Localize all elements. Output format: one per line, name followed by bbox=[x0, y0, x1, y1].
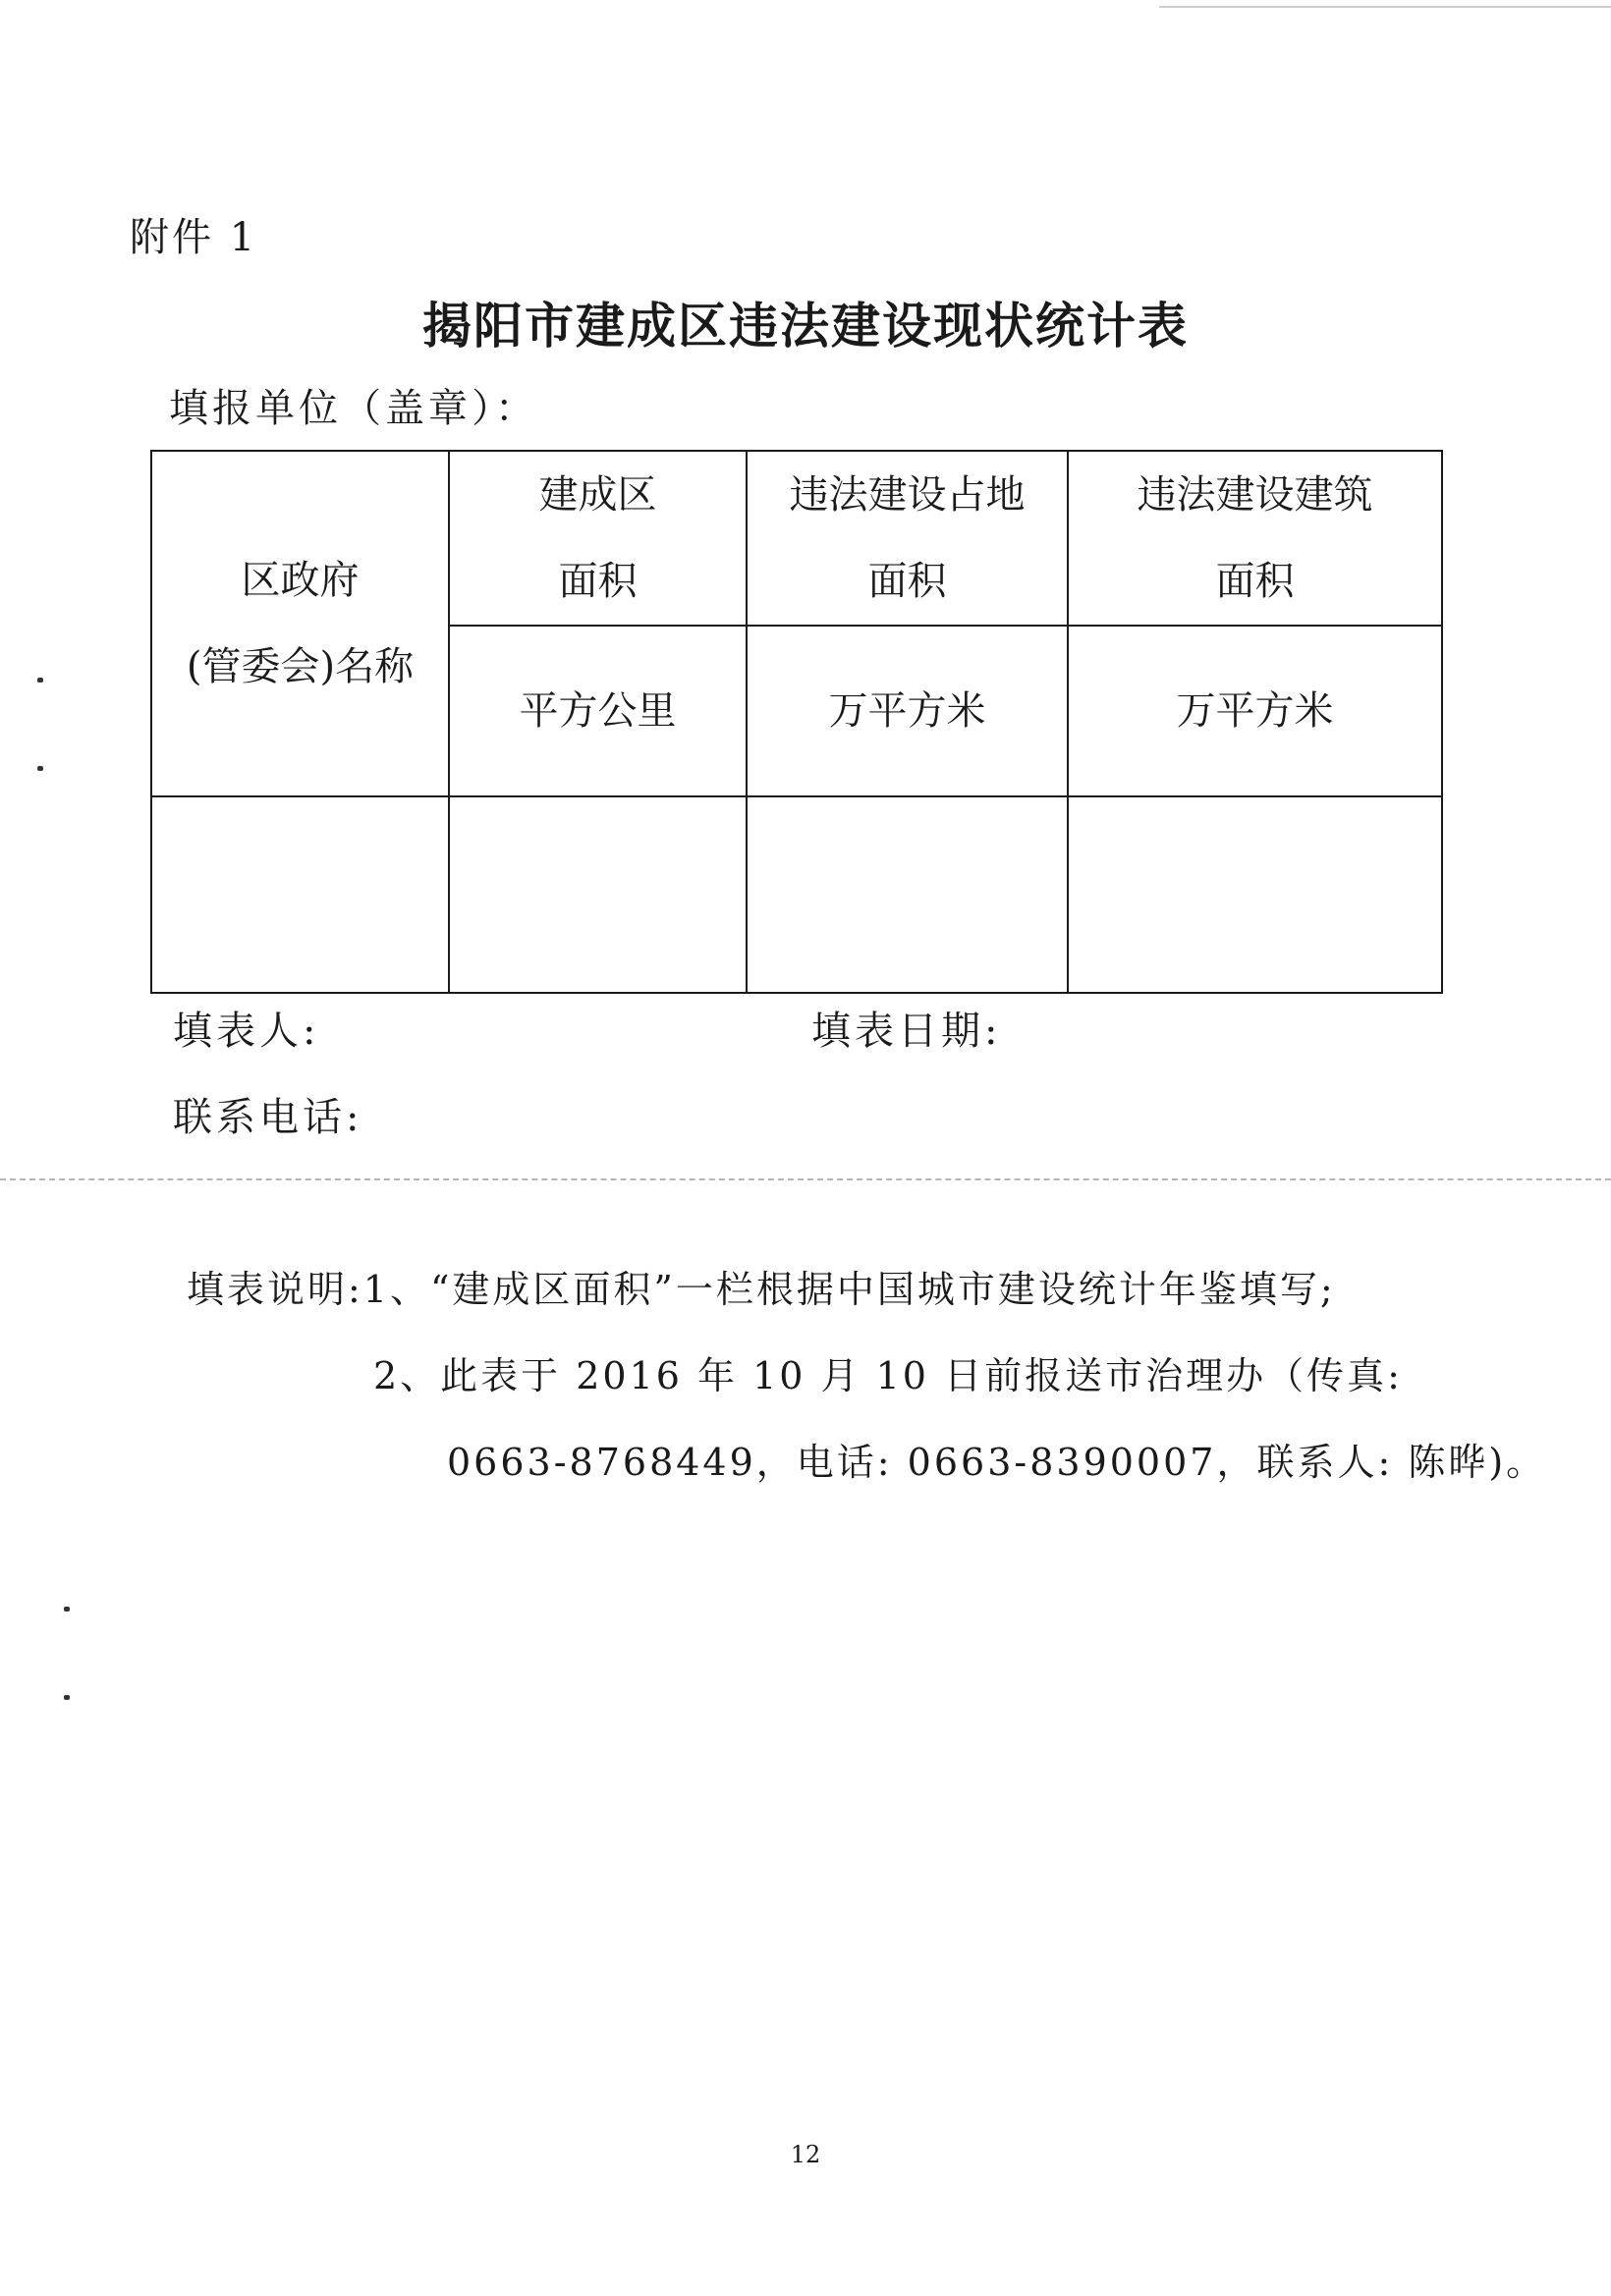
illegal-building-unit: 万平方米 bbox=[1068, 626, 1442, 796]
instruction-line-2: 2、此表于 2016 年 10 月 10 日前报送市治理办（传真: bbox=[373, 1354, 1403, 1397]
table-cell-illegal-land[interactable] bbox=[747, 796, 1068, 993]
table-cell-built-area[interactable] bbox=[449, 796, 747, 993]
filler-label: 填表人: bbox=[173, 1009, 320, 1054]
illegal-building-header-line2: 面积 bbox=[1215, 559, 1295, 604]
scan-artifact-dot bbox=[37, 678, 43, 683]
built-area-header bbox=[449, 451, 747, 626]
scan-artifact-dot bbox=[37, 766, 43, 771]
illegal-building-header-line1: 违法建设建筑 bbox=[1137, 472, 1373, 518]
table-cell-district[interactable] bbox=[151, 796, 449, 993]
scan-artifact-top-line bbox=[1159, 6, 1611, 8]
built-area-header-line2: 面积 bbox=[558, 559, 638, 604]
illegal-land-header-line2: 面积 bbox=[867, 559, 947, 604]
illegal-land-unit: 万平方米 bbox=[747, 626, 1068, 796]
district-header-line2: (管委会)名称 bbox=[186, 644, 415, 689]
attachment-label: 附件 1 bbox=[130, 215, 258, 260]
reporting-unit-label: 填报单位（盖章）： bbox=[169, 386, 538, 431]
illegal-land-header bbox=[747, 451, 1068, 626]
fill-date-label: 填表日期: bbox=[811, 1009, 1002, 1054]
instruction-line-1: 填表说明:1、“建成区面积”一栏根据中国城市建设统计年鉴填写; bbox=[187, 1268, 1336, 1311]
statistics-table bbox=[150, 450, 1443, 994]
scan-artifact-dot bbox=[64, 1607, 70, 1612]
instruction-line-3: 0663-8768449，电话: 0663-8390007，联系人: 陈晔)。 bbox=[447, 1441, 1547, 1484]
built-area-unit: 平方公里 bbox=[449, 626, 747, 796]
table-row bbox=[151, 796, 1442, 993]
scan-artifact-divider-line bbox=[0, 1178, 1611, 1180]
district-header-line1: 区政府 bbox=[241, 558, 360, 603]
district-name-header bbox=[151, 451, 449, 796]
table-cell-illegal-building[interactable] bbox=[1068, 796, 1442, 993]
illegal-land-header-line1: 违法建设占地 bbox=[789, 472, 1026, 518]
scan-artifact-dot bbox=[64, 1695, 70, 1700]
contact-phone-label: 联系电话: bbox=[173, 1095, 363, 1140]
built-area-header-line1: 建成区 bbox=[538, 472, 657, 518]
table-header-row bbox=[151, 451, 1442, 626]
document-title: 揭阳市建成区违法建设现状统计表 bbox=[422, 297, 1189, 355]
page-number: 12 bbox=[790, 2141, 821, 2168]
illegal-building-header bbox=[1068, 451, 1442, 626]
